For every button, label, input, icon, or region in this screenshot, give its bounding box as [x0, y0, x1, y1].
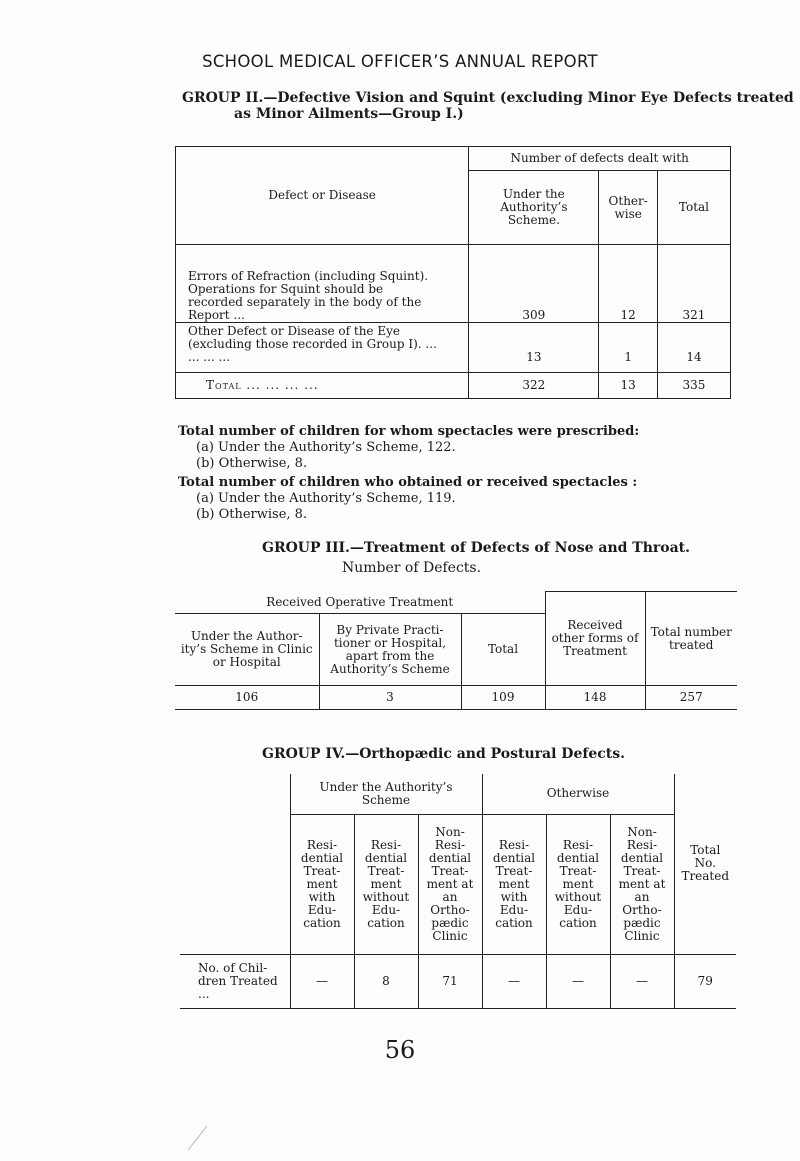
row-label-children-treated: No. of Chil- dren Treated ... [180, 954, 290, 1008]
obtained-a: (a) Under the Authority’s Scheme, 119. [196, 491, 456, 506]
page-number: 56 [384, 1036, 416, 1064]
header-under-authority-clinic: Under the Author- ity’s Scheme in Clinic or Hospital [175, 614, 319, 686]
row-total: Total ... ... ... ... [176, 373, 469, 399]
prescribed-a: (a) Under the Authority’s Scheme, 122. [196, 440, 456, 455]
header-number-of-defects: Number of defects dealt with [469, 147, 731, 171]
cell-value: — [546, 954, 610, 1008]
group4-table [180, 774, 736, 1009]
group3-title: GROUP III.—Treatment of Defects of Nose and Throat. [262, 540, 691, 556]
prescribed-heading: Total number of children for whom spectacles were prescribed: [178, 424, 640, 439]
header-otherwise: Other- wise [599, 171, 658, 245]
cell-value: 106 [175, 686, 319, 710]
cell-value: 79 [674, 954, 736, 1008]
cell-value: 12 [599, 245, 658, 323]
prescribed-b: (b) Otherwise, 8. [196, 456, 308, 471]
group2-title-line1: GROUP II.—Defective Vision and Squint (excluding Minor Eye Defects treated [182, 90, 794, 106]
cell-value: 71 [418, 954, 482, 1008]
header-private-practitioner: By Private Practi- tioner or Hospital, apart from the Authority’s Scheme [319, 614, 461, 686]
header-residential-with-education: Resi- dential Treat- ment with Edu- cation [482, 814, 546, 954]
header-defect-or-disease: Defect or Disease [176, 147, 469, 245]
header-residential-with-education: Resi- dential Treat- ment with Edu- cation [290, 814, 354, 954]
group4-title: GROUP IV.—Orthopædic and Postural Defects. [262, 746, 626, 762]
header-received-other: Received other forms of Treatment [545, 592, 645, 686]
group2-table [175, 146, 731, 399]
header-total-number-treated: Total number treated [645, 592, 737, 686]
group3-subtitle: Number of Defects. [342, 560, 482, 576]
cell-value: 148 [545, 686, 645, 710]
cell-value: — [610, 954, 674, 1008]
cell-value: 8 [354, 954, 418, 1008]
header-under-authority: Under the Authority’s Scheme [290, 774, 482, 814]
row-other-defect: Other Defect or Disease of the Eye (excluding those recorded in Group I). ... ... ... ... [176, 323, 469, 373]
cell-value: — [482, 954, 546, 1008]
cell-value: 257 [645, 686, 737, 710]
cell-value: 13 [469, 323, 599, 373]
header-under-authority: Under the Authority’s Scheme. [469, 171, 599, 245]
header-total: Total [657, 171, 730, 245]
cell-value: 335 [657, 373, 730, 399]
spectacles-notes [178, 424, 738, 523]
cell-value: 309 [469, 245, 599, 323]
cell-value: 109 [461, 686, 545, 710]
cell-value: 322 [469, 373, 599, 399]
cell-value: 14 [657, 323, 730, 373]
header-otherwise: Otherwise [482, 774, 674, 814]
cell-value: — [290, 954, 354, 1008]
cell-value: 321 [657, 245, 730, 323]
running-head: SCHOOL MEDICAL OFFICER’S ANNUAL REPORT [202, 52, 598, 71]
header-non-residential-clinic: Non- Resi- dential Treat- ment at an Ortho- pædic Clinic [610, 814, 674, 954]
cell-value: 13 [599, 373, 658, 399]
group3-table [175, 591, 737, 710]
group2-title-line2: as Minor Ailments—Group I.) [234, 106, 464, 122]
pencil-mark [188, 1126, 215, 1156]
cell-value: 1 [599, 323, 658, 373]
header-non-residential-clinic: Non- Resi- dential Treat- ment at an Ortho- pædic Clinic [418, 814, 482, 954]
header-residential-without-education: Resi- dential Treat- ment without Edu- cation [546, 814, 610, 954]
header-blank [180, 774, 290, 954]
header-received-operative: Received Operative Treatment [175, 592, 545, 614]
header-total-treated: Total No. Treated [674, 774, 736, 954]
obtained-heading: Total number of children who obtained or received spectacles : [178, 475, 638, 490]
header-total: Total [461, 614, 545, 686]
obtained-b: (b) Otherwise, 8. [196, 507, 308, 522]
header-residential-without-education: Resi- dential Treat- ment without Edu- cation [354, 814, 418, 954]
cell-value: 3 [319, 686, 461, 710]
row-errors-of-refraction: Errors of Refraction (including Squint). Operations for Squint should be recorded separately in the body of the Report ... [176, 245, 469, 323]
